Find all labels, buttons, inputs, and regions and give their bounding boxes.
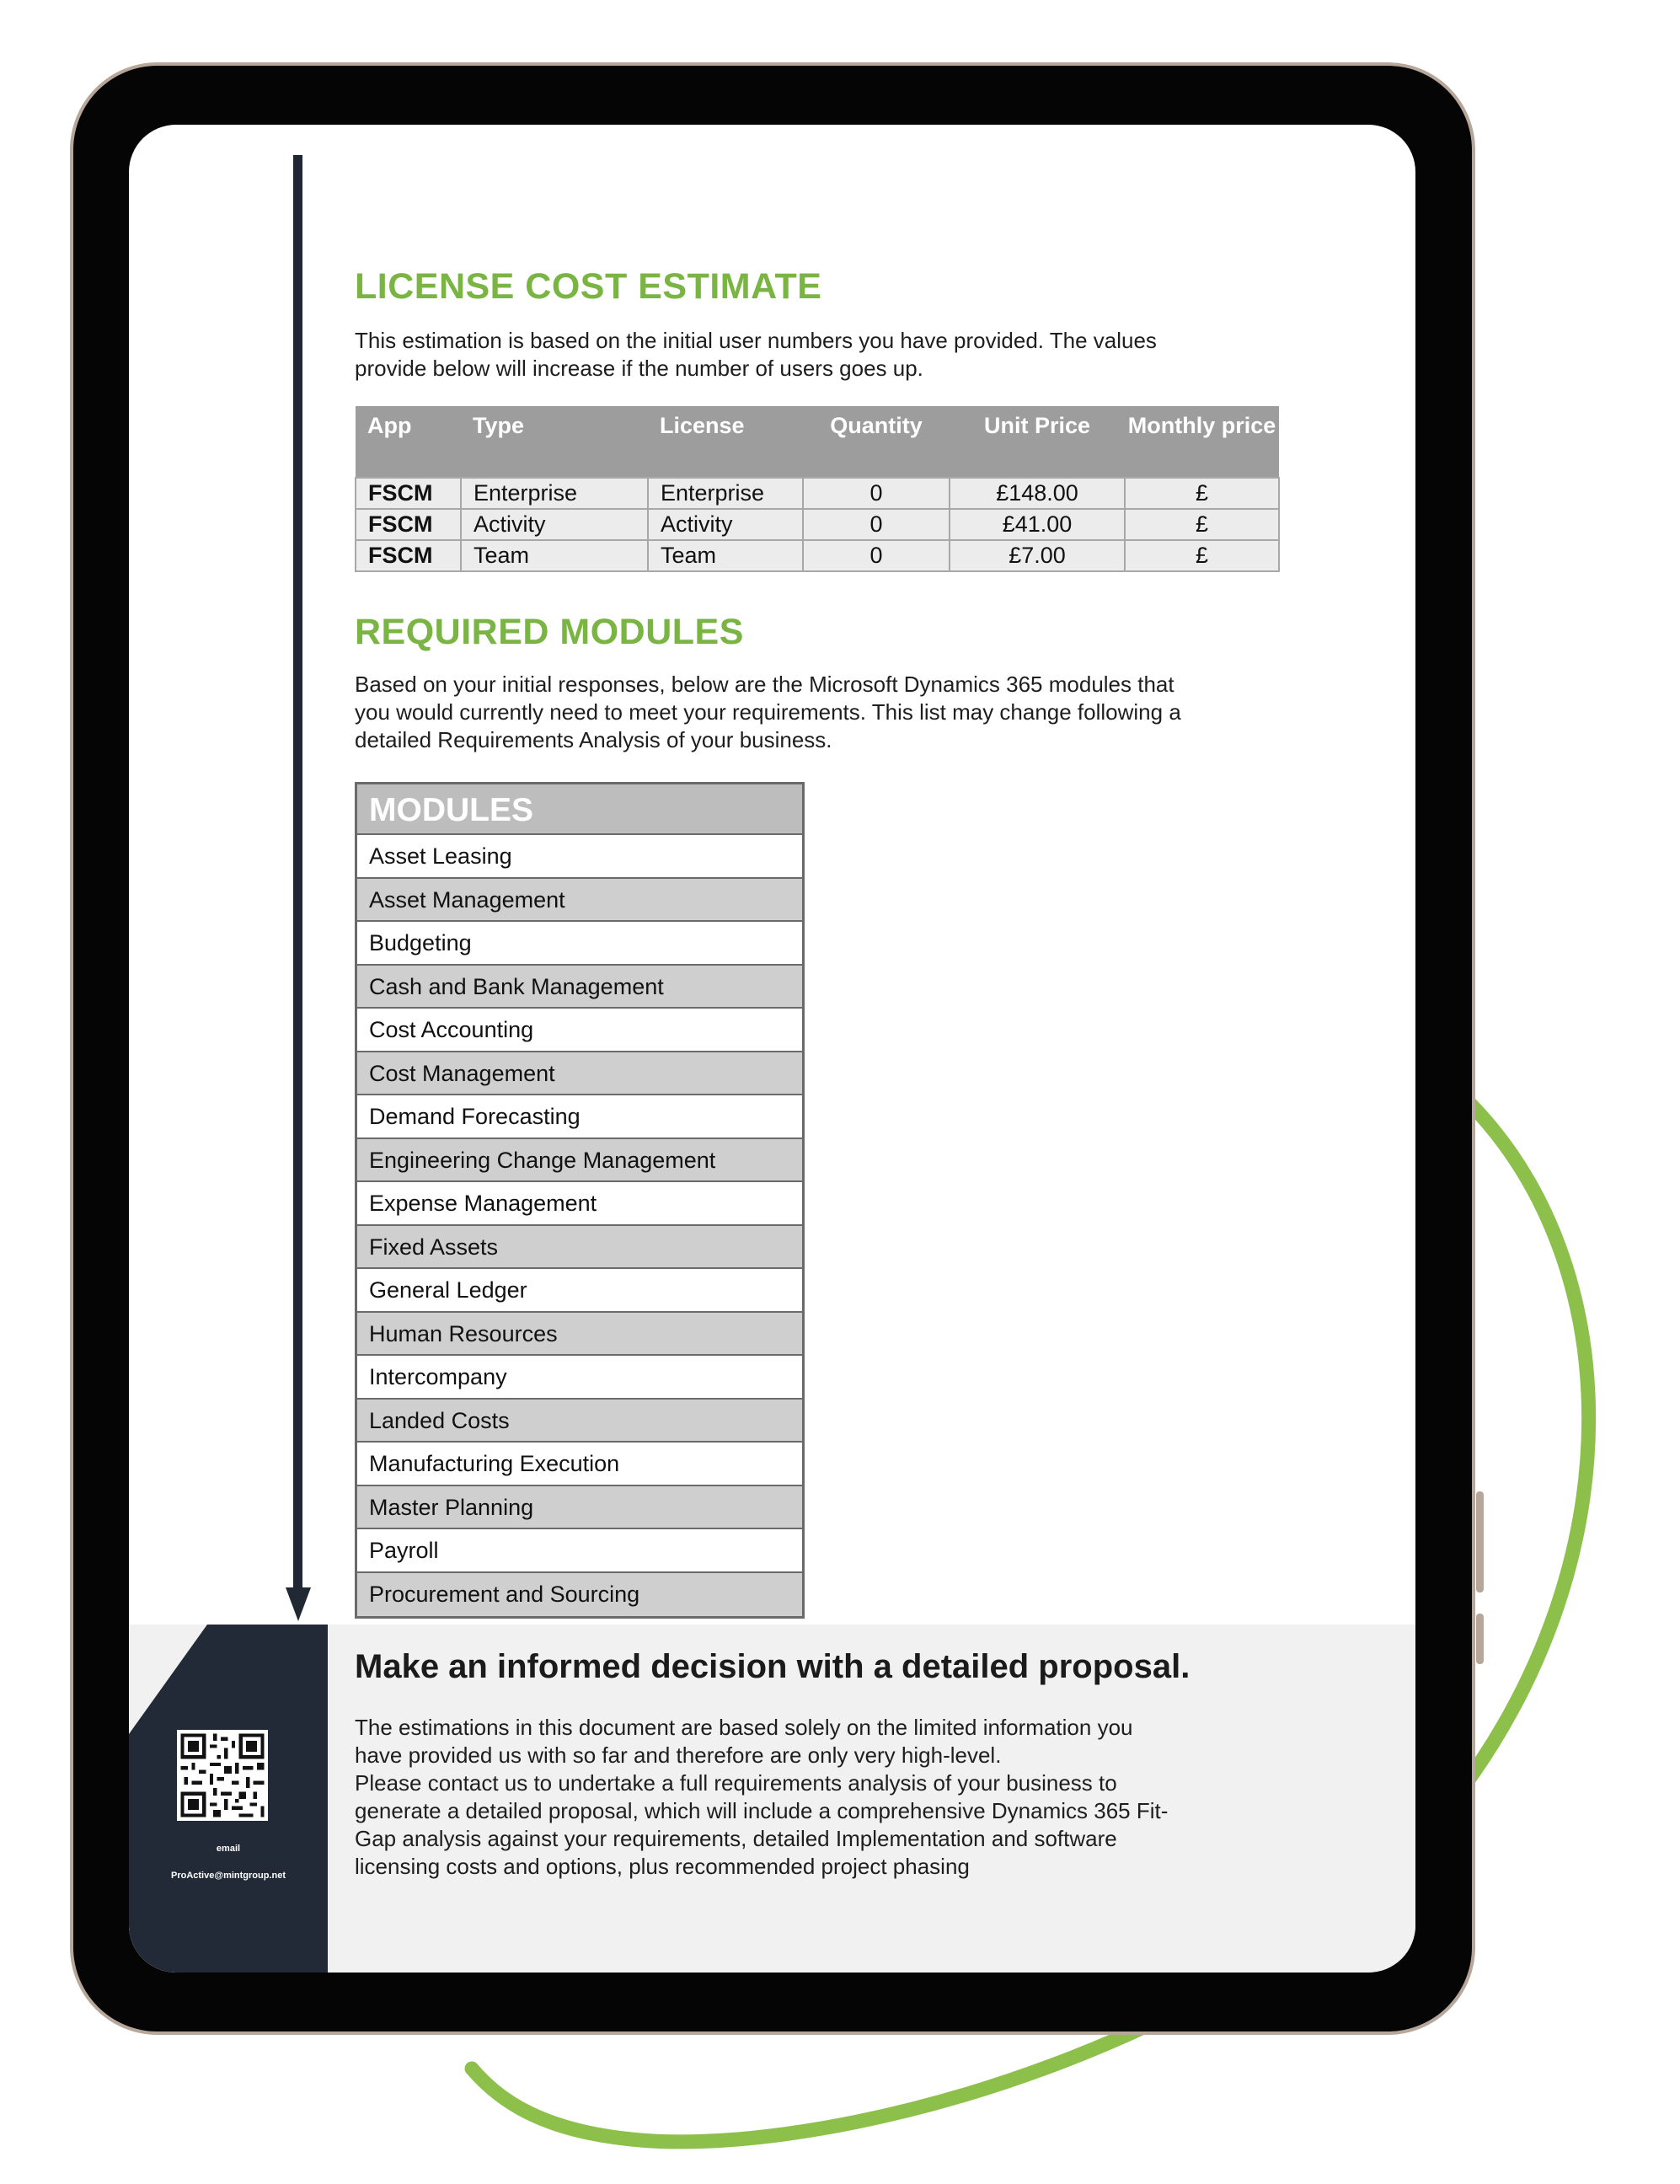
cell-monthly-price: £ — [1125, 478, 1279, 509]
column-header-app: App — [356, 406, 461, 478]
column-header-unit-price: Unit Price — [950, 406, 1125, 478]
table-row — [356, 478, 1279, 509]
tablet-side-button — [1476, 1614, 1484, 1664]
list-item: Engineering Change Management — [357, 1139, 802, 1183]
list-item: Demand Forecasting — [357, 1095, 802, 1139]
license-table — [355, 406, 1280, 572]
cell-license: Activity — [648, 509, 803, 540]
list-item: Cost Management — [357, 1052, 802, 1096]
list-item: Expense Management — [357, 1182, 802, 1226]
cell-unit-price: £7.00 — [950, 540, 1125, 571]
footer-paragraph-2 — [355, 1769, 1168, 1881]
cell-quantity: 0 — [803, 509, 950, 540]
cta-title: Make an informed decision with a detailed proposal. — [355, 1648, 1190, 1685]
list-item: Human Resources — [357, 1313, 802, 1357]
email-address[interactable]: ProActive@mintgroup.net — [170, 1871, 286, 1881]
cell-type: Team — [461, 540, 648, 571]
column-header-monthly-price: Monthly price — [1125, 406, 1279, 478]
cell-license: Enterprise — [648, 478, 803, 509]
list-item: Master Planning — [357, 1486, 802, 1530]
list-item: Intercompany — [357, 1356, 802, 1400]
column-header-quantity: Quantity — [803, 406, 950, 478]
footer-line: licensing costs and options, plus recommended project phasing — [355, 1854, 970, 1879]
column-header-license: License — [648, 406, 803, 478]
cell-type: Activity — [461, 509, 648, 540]
list-item: Fixed Assets — [357, 1226, 802, 1270]
modules-intro-line: you would currently need to meet your requirements. This list may change following a — [355, 699, 1181, 725]
license-cost-title: LICENSE COST ESTIMATE — [355, 266, 822, 307]
qr-code-icon[interactable] — [177, 1730, 268, 1821]
cell-app: FSCM — [356, 478, 461, 509]
modules-intro — [355, 671, 1181, 754]
cell-license: Team — [648, 540, 803, 571]
list-item: Manufacturing Execution — [357, 1443, 802, 1486]
cell-quantity: 0 — [803, 540, 950, 571]
cell-unit-price: £41.00 — [950, 509, 1125, 540]
email-label: email — [216, 1844, 241, 1854]
list-item: Asset Management — [357, 879, 802, 923]
cell-app: FSCM — [356, 540, 461, 571]
table-row — [356, 540, 1279, 571]
cell-unit-price: £148.00 — [950, 478, 1125, 509]
license-intro — [355, 327, 1157, 383]
required-modules-title: REQUIRED MODULES — [355, 612, 744, 652]
modules-table-header: MODULES — [357, 784, 802, 835]
document-screen — [129, 125, 1415, 1973]
cell-app: FSCM — [356, 509, 461, 540]
footer-line: The estimations in this document are based solely on the limited information you — [355, 1715, 1133, 1740]
list-item: Asset Leasing — [357, 835, 802, 879]
footer-paragraph-1 — [355, 1714, 1132, 1769]
footer-line: Please contact us to undertake a full requirements analysis of your business to — [355, 1770, 1117, 1796]
list-item: General Ledger — [357, 1269, 802, 1313]
down-arrow-icon — [293, 155, 302, 1587]
license-table-header — [356, 406, 1279, 478]
list-item: Cost Accounting — [357, 1009, 802, 1052]
footer-line: generate a detailed proposal, which will include a comprehensive Dynamics 365 Fit- — [355, 1798, 1169, 1823]
list-item: Landed Costs — [357, 1400, 802, 1443]
modules-intro-line: detailed Requirements Analysis of your business. — [355, 727, 832, 752]
cell-type: Enterprise — [461, 478, 648, 509]
list-item: Budgeting — [357, 922, 802, 966]
cell-monthly-price: £ — [1125, 509, 1279, 540]
license-intro-line: This estimation is based on the initial user numbers you have provided. The values — [355, 328, 1157, 353]
column-header-type: Type — [461, 406, 648, 478]
down-arrow-icon — [286, 1587, 311, 1621]
cell-monthly-price: £ — [1125, 540, 1279, 571]
cell-quantity: 0 — [803, 478, 950, 509]
footer-line: have provided us with so far and therefore are only very high-level. — [355, 1742, 1002, 1768]
license-intro-line: provide below will increase if the number of users goes up. — [355, 356, 923, 381]
footer-line: Gap analysis against your requirements, detailed Implementation and software — [355, 1826, 1117, 1851]
list-item: Payroll — [357, 1529, 802, 1573]
tablet-side-button — [1476, 1491, 1484, 1592]
table-row — [356, 509, 1279, 540]
list-item: Procurement and Sourcing — [357, 1573, 802, 1617]
list-item: Cash and Bank Management — [357, 966, 802, 1009]
modules-intro-line: Based on your initial responses, below are the Microsoft Dynamics 365 modules that — [355, 672, 1174, 697]
modules-table — [355, 782, 805, 1619]
